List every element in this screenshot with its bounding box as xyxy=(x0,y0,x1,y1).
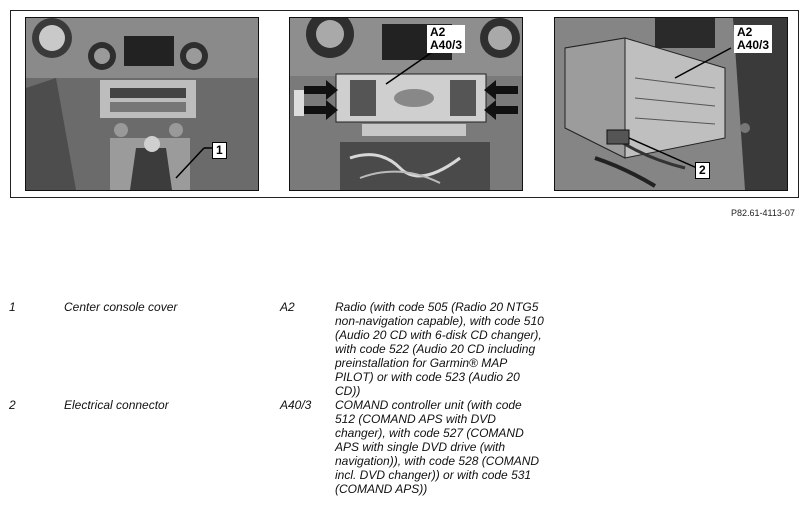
photo-center-console xyxy=(25,17,259,191)
legend-description: COMAND controller unit (with code 512 (COMAND APS with DVD changer), with code 527 (COMAND APS with single DVD drive (with navigation)), with code 528 (COMAND incl. DVD changer)) or with code 531 (COMAND APS)) xyxy=(335,398,540,496)
callout-a2-a403-right xyxy=(734,25,772,53)
figure-frame xyxy=(10,10,799,198)
legend-row xyxy=(0,300,811,398)
legend-code: A40/3 xyxy=(280,398,312,412)
photo-radio-unit xyxy=(289,17,523,191)
photo-connector xyxy=(554,17,788,191)
legend-code: A2 xyxy=(280,300,295,314)
callout-a403: A40/3 xyxy=(430,38,463,52)
legend-number: 1 xyxy=(9,300,16,314)
figure-reference-code: P82.61-4113-07 xyxy=(731,208,795,218)
legend-label: Center console cover xyxy=(64,300,178,314)
legend-number: 2 xyxy=(9,398,16,412)
legend-label: Electrical connector xyxy=(64,398,169,412)
legend-description: Radio (with code 505 (Radio 20 NTG5 non-navigation capable), with code 510 (Audio 20 CD with 6-disk CD changer), with code 522 (Audio 20 CD including preinstallation for Garmin® MAP PILOT) or with code 523 (Audio 20 CD)) xyxy=(335,300,544,398)
callout-a2-right: A2 xyxy=(737,25,753,39)
callout-1: 1 xyxy=(212,142,227,159)
callout-a2-a403 xyxy=(427,25,465,53)
callout-a403-right: A40/3 xyxy=(737,38,770,52)
legend xyxy=(0,300,811,496)
callout-2: 2 xyxy=(695,162,710,179)
callout-a2: A2 xyxy=(430,25,446,39)
legend-row xyxy=(0,398,811,496)
